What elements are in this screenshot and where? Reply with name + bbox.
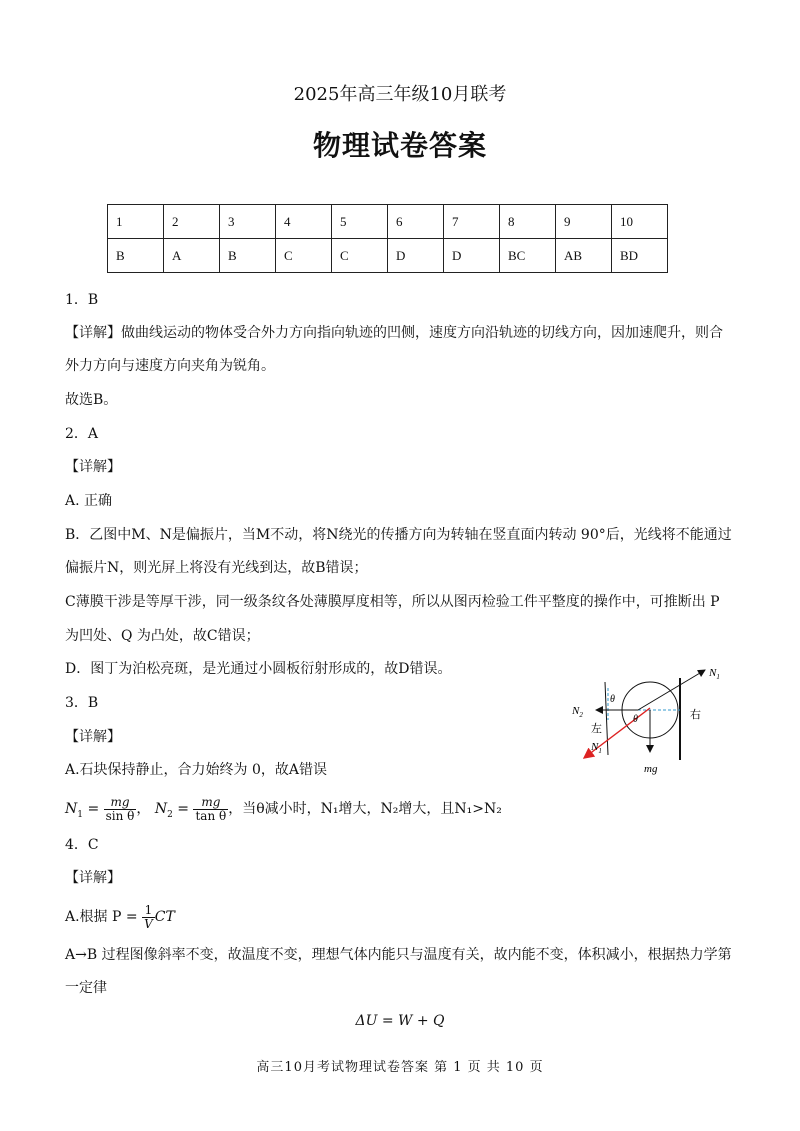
q2-option-b-line2: 偏振片N，则光屏上将没有光线到达，故B错误； xyxy=(65,560,368,576)
table-cell: 5 xyxy=(332,205,388,239)
answer-table-answer-row xyxy=(108,239,668,273)
q1-detail-line2: 外力方向与速度方向夹角为锐角。 xyxy=(65,358,275,374)
table-cell: C xyxy=(332,239,388,273)
label-left: 左 xyxy=(591,722,602,735)
q4-formula: ΔU = W + Q xyxy=(355,1013,445,1029)
label-n1-low: $N_1$ xyxy=(591,741,602,755)
table-cell: 4 xyxy=(276,205,332,239)
page-footer: 高三10月考试物理试卷答案 第 1 页 共 10 页 xyxy=(256,1060,544,1075)
n1-arrow xyxy=(638,670,705,710)
table-cell: 1 xyxy=(108,205,164,239)
table-cell: B xyxy=(108,239,164,273)
table-cell: 8 xyxy=(500,205,556,239)
q4-heading: 4．C xyxy=(65,837,99,853)
label-theta-1: θ xyxy=(610,694,615,705)
n1-subscript: 1 xyxy=(77,809,83,820)
table-cell: AB xyxy=(556,239,612,273)
n1-numerator: mg xyxy=(104,796,137,810)
q2-option-a: A. 正确 xyxy=(65,493,113,509)
q4-a-suffix: CT xyxy=(154,909,175,925)
n2-symbol: N xyxy=(154,801,168,817)
answer-table-number-row xyxy=(108,205,668,239)
label-n1-top: $N_1$ xyxy=(709,667,720,681)
label-theta-2: θ xyxy=(633,714,638,725)
q2-option-c-line2: 为凹处、Q 为凸处，故C错误； xyxy=(65,628,260,644)
q1-conclusion: 故选B。 xyxy=(65,392,118,408)
table-cell: BC xyxy=(500,239,556,273)
table-cell: 2 xyxy=(164,205,220,239)
comma: ， xyxy=(136,801,151,817)
force-diagram xyxy=(560,660,740,780)
n2-denominator: tan θ xyxy=(195,808,227,823)
q3-option-a: A.石块保持静止，合力始终为 0，故A错误 xyxy=(65,762,328,778)
table-cell: C xyxy=(276,239,332,273)
q2-option-c-line1: C薄膜干涉是等厚干涉，同一级条纹各处薄膜厚度相等，所以从图丙检验工件平整度的操作中，可推断出 P xyxy=(65,594,720,610)
q1-heading: 1．B xyxy=(65,292,99,308)
q3-heading: 3．B xyxy=(65,695,99,711)
page-title: 物理试卷答案 xyxy=(312,129,487,162)
q2-option-d: D．图丁为泊松亮斑，是光通过小圆板衍射形成的，故D错误。 xyxy=(65,661,452,677)
answer-table xyxy=(107,204,668,273)
table-cell: D xyxy=(444,239,500,273)
q1-detail-line1: 【详解】做曲线运动的物体受合外力方向指向轨迹的凹侧，速度方向沿轨迹的切线方向，因加速爬升，则合 xyxy=(65,325,723,341)
n2-numerator: mg xyxy=(193,796,228,810)
table-cell: B xyxy=(220,239,276,273)
table-cell: 3 xyxy=(220,205,276,239)
q4-fraction xyxy=(142,904,155,931)
q4-option-a xyxy=(65,897,175,937)
q4-detail-label: 【详解】 xyxy=(65,870,121,886)
q3-formula-tail: ，当θ减小时，N₁增大，N₂增大，且N₁>N₂ xyxy=(228,801,502,817)
table-cell: BD xyxy=(612,239,668,273)
n1-symbol: N xyxy=(65,801,78,817)
q4-a-prefix: A.根据 P = xyxy=(65,909,138,925)
label-right: 右 xyxy=(690,708,701,721)
table-cell: 6 xyxy=(388,205,444,239)
table-cell: 7 xyxy=(444,205,500,239)
exam-subtitle: 2025年高三年级10月联考 xyxy=(293,84,507,105)
table-cell: 10 xyxy=(612,205,668,239)
label-mg: mg xyxy=(644,763,658,775)
table-cell: A xyxy=(164,239,220,273)
equals-sign: = xyxy=(177,801,190,817)
equals-sign: = xyxy=(87,801,100,817)
q4-denominator: V xyxy=(144,916,153,931)
q3-detail-label: 【详解】 xyxy=(65,729,121,745)
q3-force-formulas xyxy=(65,789,502,829)
q4-numerator: 1 xyxy=(142,904,155,918)
q2-option-b-line1: B．乙图中M、N是偏振片，当M不动，将N绕光的传播方向为转轴在竖直面内转动 90°后，光线将不能通过 xyxy=(65,527,732,543)
label-n2: $N_2$ xyxy=(572,705,583,719)
n2-subscript: 2 xyxy=(167,809,173,820)
n2-fraction xyxy=(193,796,228,823)
q4-ab-line2: 一定律 xyxy=(65,980,107,996)
table-cell: 9 xyxy=(556,205,612,239)
q4-ab-line1: A→B 过程图像斜率不变，故温度不变，理想气体内能只与温度有关，故内能不变，体积减小，根据热力学第 xyxy=(65,947,732,963)
q2-heading: 2．A xyxy=(65,426,99,442)
n1-denominator: sin θ xyxy=(105,808,135,823)
table-cell: D xyxy=(388,239,444,273)
n1-fraction xyxy=(104,796,137,823)
q2-detail-label: 【详解】 xyxy=(65,459,121,475)
